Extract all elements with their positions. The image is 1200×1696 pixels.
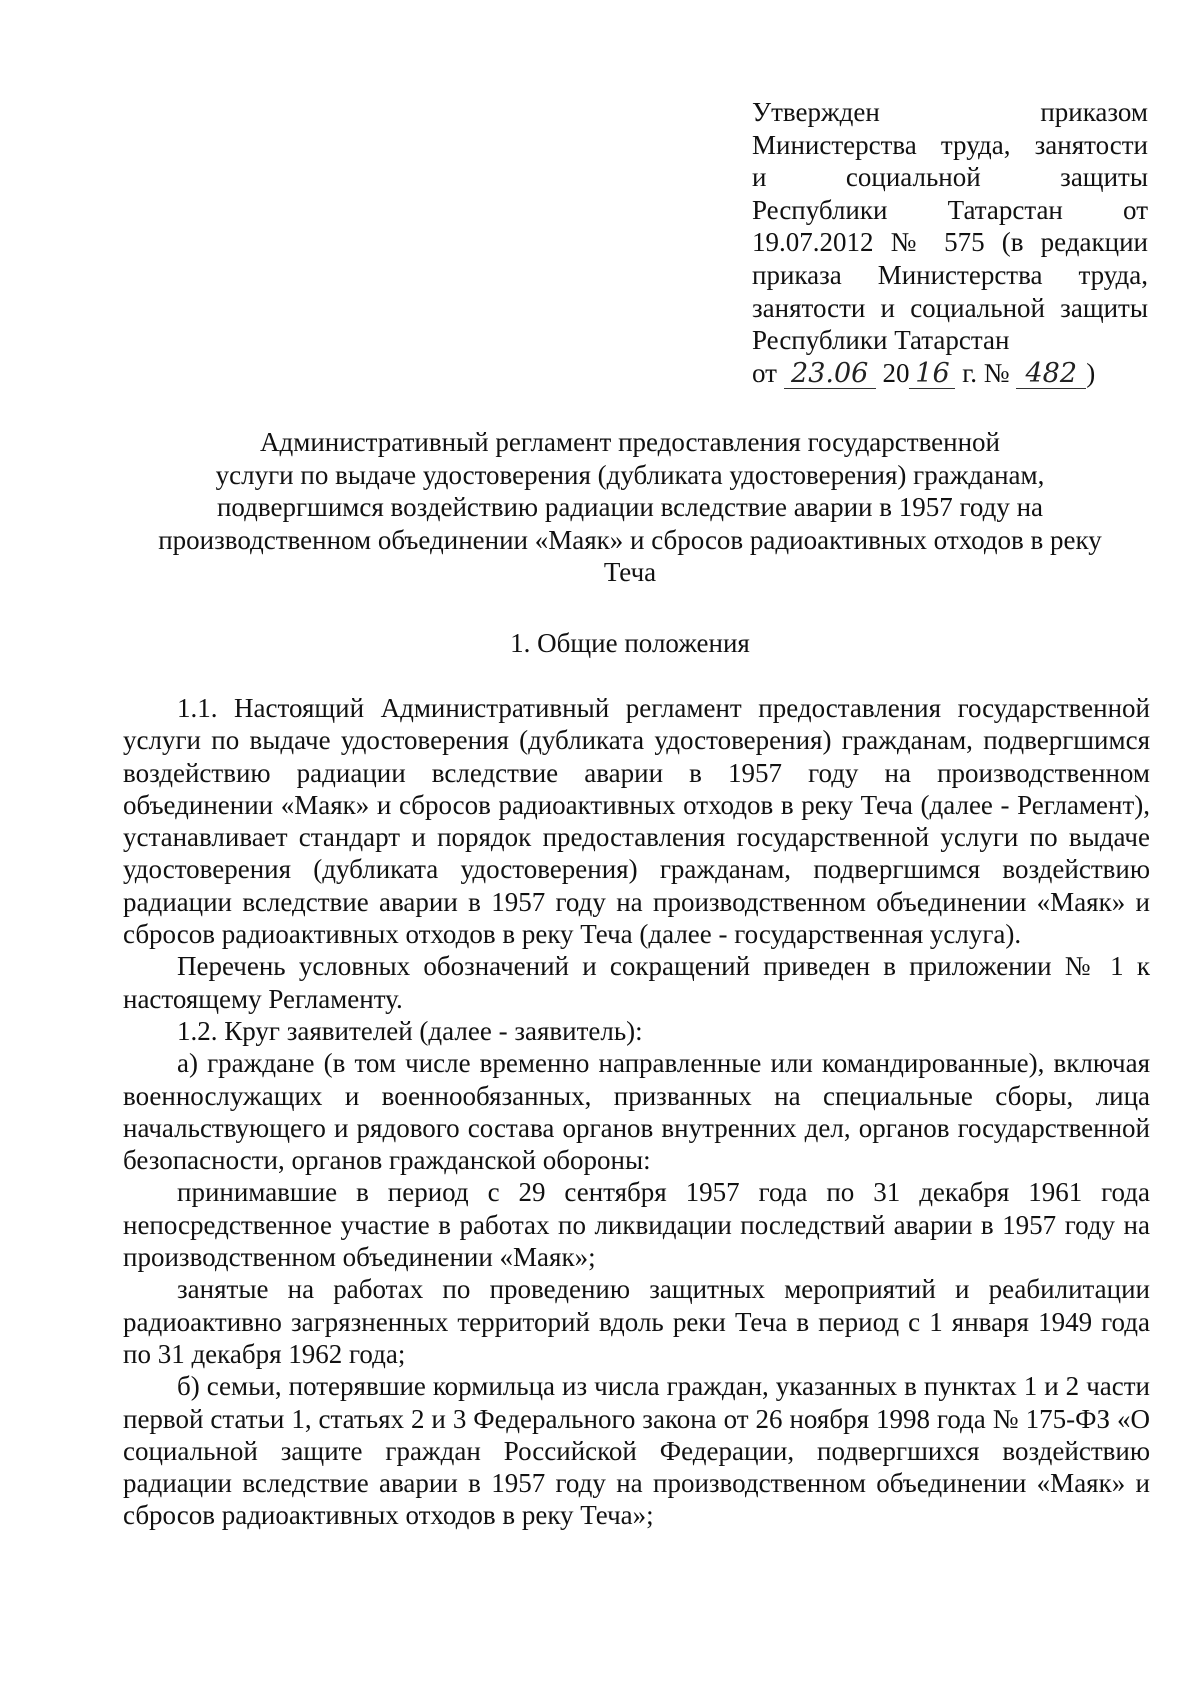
paragraph: б) семьи, потерявшие кормильца из числа граждан, указанных в пунктах 1 и 2 части первой статьи 1, статьях 2 и 3 Федерального закона от 26 ноября 1998 года № 175-ФЗ «О социальной защите граждан Российской Федерации, подвергшихся воздействию радиации вследствие аварии в 1957 году на производственном объединении «Маяк» и сбросов радиоактивных отходов в реку Теча»;	[123, 1371, 1150, 1531]
year-suffix: г. №	[962, 357, 1010, 388]
title-line: Административный регламент предоставления государственной	[260, 427, 1000, 457]
paragraph: занятые на работах по проведению защитных мероприятий и реабилитации радиоактивно загрязненных территорий вдоль реки Теча в период с 1 января 1949 года по 31 декабря 1962 года;	[123, 1274, 1150, 1369]
approval-line: Министерства труда, занятости	[752, 129, 1148, 160]
year-prefix: 20	[882, 357, 910, 388]
approval-line: и социальной защиты	[752, 162, 1148, 193]
approval-line: приказа Министерства труда,	[752, 259, 1148, 290]
paragraph: Перечень условных обозначений и сокращений приведен в приложении № 1 к настоящему Регламенту.	[123, 951, 1150, 1014]
paragraph: а) граждане (в том числе временно направленные или командированные), включая военнослужащих и военнообязанных, призванных на специальные сборы, лица начальствующего и рядового состава органов внутренних дел, органов государственной безопасности, органов гражданской обороны:	[123, 1048, 1150, 1176]
approval-stamp-block	[752, 96, 1148, 389]
paragraph: принимавшие в период с 29 сентября 1957 года по 31 декабря 1961 года непосредственное участие в работах по ликвидации последствий аварии в 1957 году на производственном объединении «Маяк»;	[123, 1177, 1150, 1273]
handwritten-year: 16	[909, 360, 955, 389]
approval-line: Республики Татарстан	[752, 325, 1010, 356]
approval-line: занятости и социальной защиты	[752, 292, 1148, 323]
handwritten-order-number: 482	[1016, 360, 1086, 389]
document-title	[110, 426, 1150, 589]
title-line: подвергшимся воздействию радиации вследствие аварии в 1957 году на	[216, 492, 1044, 522]
from-prefix: от	[752, 357, 777, 388]
approval-line: Республики Татарстан от	[752, 194, 1148, 225]
section-heading: 1. Общие положения	[510, 628, 750, 658]
paragraph: 1.2. Круг заявителей (далее - заявитель):	[177, 1015, 643, 1046]
handwritten-date: 23.06	[784, 360, 876, 389]
approval-date-line	[752, 357, 1148, 390]
paragraph: 1.1. Настоящий Административный регламент предоставления государственной услуги по выдаче удостоверения (дубликата удостоверения) гражданам, подвергшимся воздействию радиации вследствие аварии в 1957 году на производственном объединении «Маяк» и сбросов радиоактивных отходов в реку Теча (далее - Регламент), устанавливает стандарт и порядок предоставления государственной услуги по выдаче удостоверения (дубликата удостоверения) гражданам, подвергшимся воздействию радиации вследствие аварии в 1957 году на производственном объединении «Маяк» и сбросов радиоактивных отходов в реку Теча (далее - государственная услуга).	[123, 693, 1150, 950]
title-line: услуги по выдаче удостоверения (дубликата удостоверения) гражданам,	[215, 459, 1045, 490]
title-line: Теча	[603, 557, 657, 587]
document-body	[123, 692, 1150, 1532]
approval-line: Утвержден приказом	[752, 97, 1148, 127]
approval-line: 19.07.2012 № 575 (в редакции	[752, 227, 1148, 258]
close-paren: )	[1086, 357, 1096, 388]
title-line: производственном объединении «Маяк» и сбросов радиоактивных отходов в реку	[158, 524, 1102, 555]
